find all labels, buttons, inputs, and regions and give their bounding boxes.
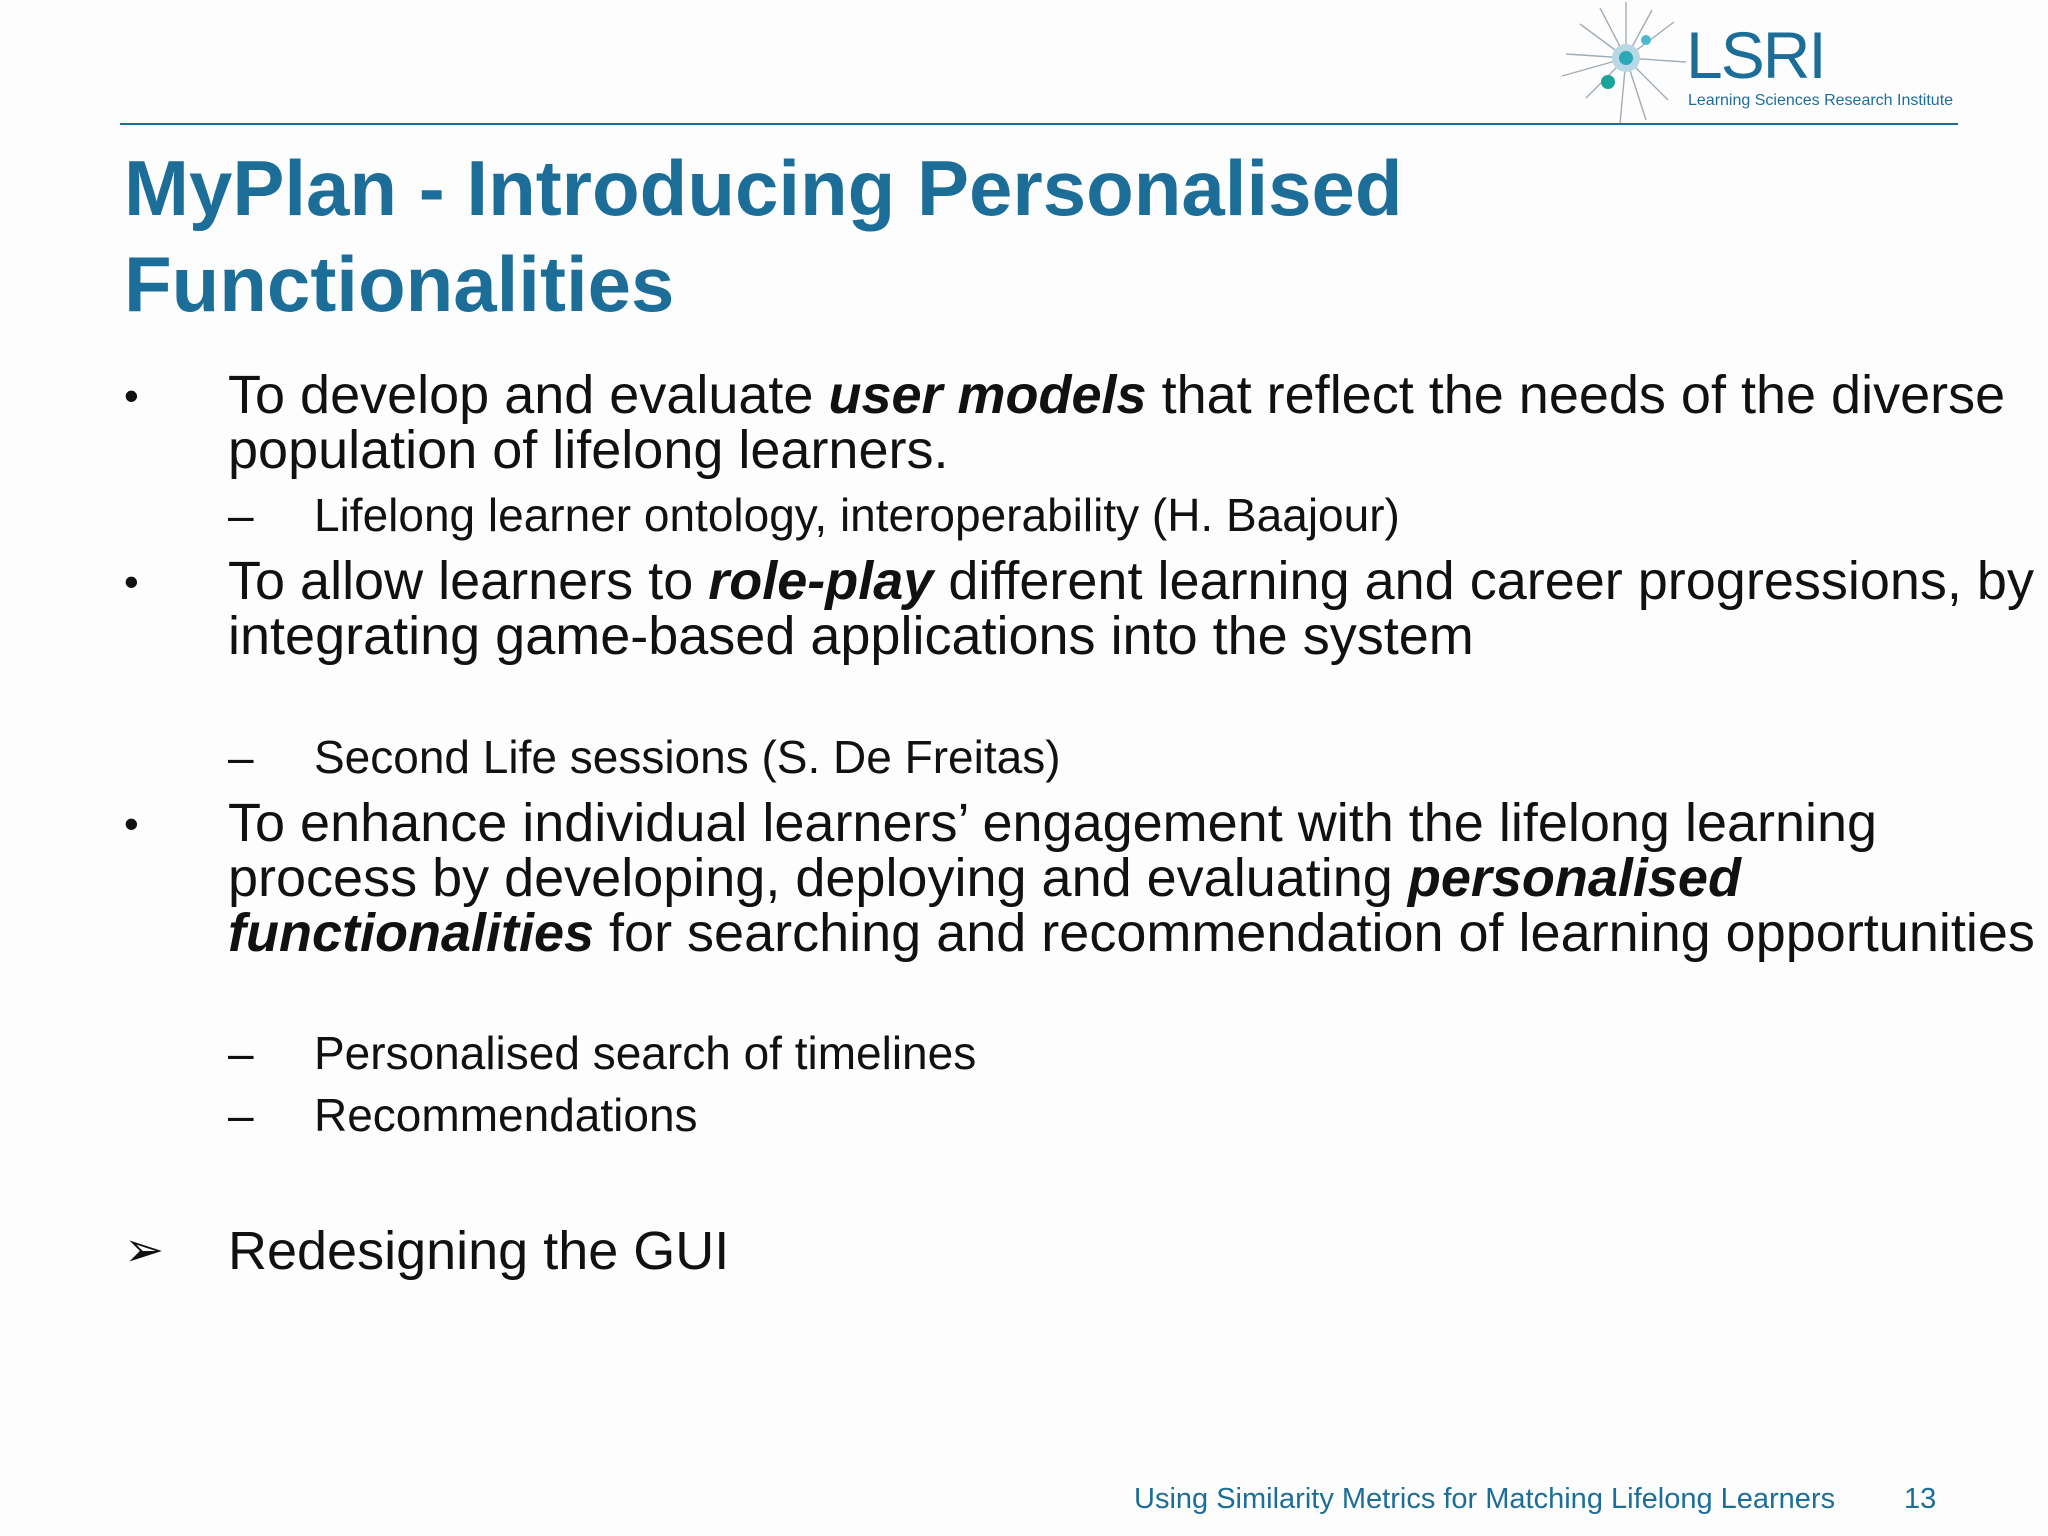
footer-title: Using Similarity Metrics for Matching Lifelong Learners	[1134, 1483, 1836, 1515]
bullet-emphasis: personalised functionalities	[228, 848, 1741, 963]
sub-item-text: Recommendations	[314, 1089, 698, 1141]
sub-item-text: Personalised search of timelines	[314, 1027, 977, 1079]
dash-symbol: –	[228, 489, 254, 541]
next-step-text: Redesigning the GUI	[228, 1221, 730, 1281]
bullet-text-after: different learning and career progressions, by integrating game-based applications into the system	[228, 551, 2034, 666]
bullet-symbol: •	[124, 800, 139, 847]
logo-subtitle: Learning Sciences Research Institute	[1688, 92, 1954, 109]
dash-symbol: –	[228, 731, 254, 783]
bullet-text	[228, 551, 2048, 666]
bullet-emphasis: role-play	[708, 551, 934, 611]
dash-symbol: –	[228, 1027, 254, 1079]
bullet-text-before: To develop and evaluate	[228, 365, 829, 425]
arrow-bullet-icon: ➢	[124, 1224, 165, 1277]
starburst-icon	[1556, 0, 1696, 128]
bullet-text-after: for searching and recommendation of learning opportunities	[594, 903, 2035, 963]
lsri-logo	[1556, 0, 1976, 128]
page-number: 13	[1904, 1483, 1937, 1515]
bullet-emphasis: user models	[828, 365, 1147, 425]
bullet-text-before: To allow learners to	[228, 551, 709, 611]
bullet-text-after: that reflect the needs of the diverse population of lifelong learners.	[228, 365, 2006, 480]
dash-symbol: –	[228, 1089, 254, 1141]
bullet-symbol: •	[124, 372, 139, 419]
slide-title: MyPlan - Introducing Personalised Functionalities	[124, 144, 1403, 328]
sub-item-text: Second Life sessions (S. De Freitas)	[314, 731, 1061, 783]
logo-text: LSRI	[1686, 18, 1825, 92]
bullet-text	[228, 793, 2048, 963]
bullet-text	[228, 365, 2048, 480]
bullet-text-before: To enhance individual learners’ engagement with the lifelong learning process by developing, deploying and evaluating	[228, 793, 1878, 908]
header-divider	[120, 123, 1958, 125]
bullet-symbol: •	[124, 558, 139, 605]
sub-item-text: Lifelong learner ontology, interoperability (H. Baajour)	[314, 489, 1400, 541]
